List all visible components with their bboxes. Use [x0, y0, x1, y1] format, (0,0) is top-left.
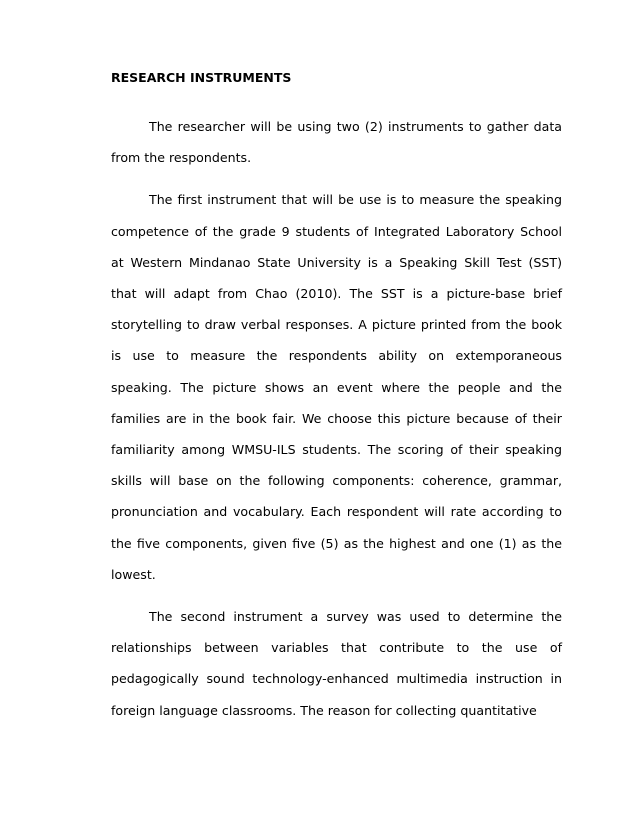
section-heading: RESEARCH INSTRUMENTS — [111, 70, 292, 85]
body-text — [111, 111, 562, 737]
paragraph-3: The second instrument a survey was used to determine the relationships between variables that contribute to the use of pedagogically sound technology-enhanced multimedia instruction in foreign language classrooms. The reason for collecting quantitative — [111, 609, 562, 718]
paragraph-2: The first instrument that will be use is to measure the speaking competence of the grade 9 students of Integrated Laboratory School at Western Mindanao State University is a Speaking Skill Test (SST) that will adapt from Chao (2010). The SST is a picture-base brief storytelling to draw verbal responses. A picture printed from the book is use to measure the respondents ability on extemporaneous speaking. The picture shows an event where the people and the families are in the book fair. We choose this picture because of their familiarity among WMSU-ILS students. The scoring of their speaking skills will base on the following components: coherence, grammar, pronunciation and vocabulary. Each respondent will rate according to the five components, given five (5) as the highest and one (1) as the lowest. — [111, 192, 562, 582]
paragraph-1: The researcher will be using two (2) instruments to gather data from the respondents. — [111, 119, 562, 166]
